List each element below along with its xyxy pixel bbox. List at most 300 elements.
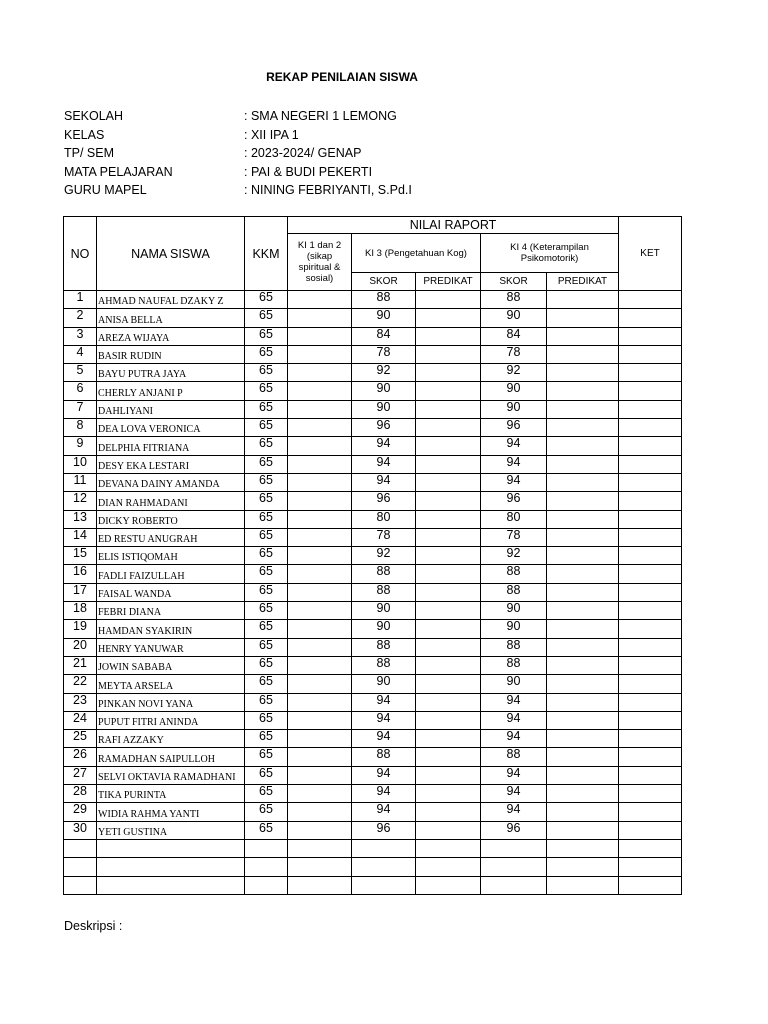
- row-ki3-predikat: [416, 766, 481, 784]
- row-ket: [619, 528, 682, 546]
- row-ket: [619, 766, 682, 784]
- row-ki12: [288, 583, 352, 601]
- empty-cell: [619, 839, 682, 857]
- row-ki3-predikat: [416, 638, 481, 656]
- row-ki4-predikat: [547, 364, 619, 382]
- table-row: [64, 419, 682, 437]
- row-ki4-skor: 88: [481, 748, 547, 766]
- row-ki3-predikat: [416, 455, 481, 473]
- row-ki4-skor: 88: [481, 565, 547, 583]
- row-ki3-predikat: [416, 693, 481, 711]
- info-label: KELAS: [64, 127, 105, 142]
- row-nama-siswa: HENRY YANUWAR: [97, 638, 245, 656]
- row-ki4-predikat: [547, 821, 619, 839]
- header-ki12: KI 1 dan 2 (sikap spiritual & sosial): [288, 234, 352, 291]
- row-ki4-skor: 94: [481, 711, 547, 729]
- row-ki3-skor: 94: [352, 437, 416, 455]
- empty-cell: [619, 876, 682, 894]
- row-ket: [619, 400, 682, 418]
- empty-cell: [416, 876, 481, 894]
- row-ki12: [288, 510, 352, 528]
- info-label: MATA PELAJARAN: [64, 164, 173, 179]
- row-nama-siswa: RAMADHAN SAIPULLOH: [97, 748, 245, 766]
- row-ket: [619, 437, 682, 455]
- info-row-mata-pelajaran: [64, 163, 684, 182]
- row-kkm: 65: [245, 345, 288, 363]
- row-ki12: [288, 638, 352, 656]
- row-ki12: [288, 748, 352, 766]
- row-ki12: [288, 400, 352, 418]
- row-no: 20: [64, 638, 97, 656]
- row-ki3-predikat: [416, 437, 481, 455]
- row-kkm: 65: [245, 730, 288, 748]
- row-kkm: 65: [245, 638, 288, 656]
- table-row: [64, 547, 682, 565]
- row-ki3-skor: 78: [352, 528, 416, 546]
- row-kkm: 65: [245, 620, 288, 638]
- row-ki12: [288, 437, 352, 455]
- row-ki12: [288, 620, 352, 638]
- row-no: 6: [64, 382, 97, 400]
- row-ki4-predikat: [547, 638, 619, 656]
- table-row: [64, 748, 682, 766]
- empty-cell: [64, 876, 97, 894]
- row-no: 7: [64, 400, 97, 418]
- row-ki3-predikat: [416, 730, 481, 748]
- row-kkm: 65: [245, 419, 288, 437]
- row-ki3-predikat: [416, 510, 481, 528]
- table-row: [64, 455, 682, 473]
- empty-cell: [288, 876, 352, 894]
- row-ki3-predikat: [416, 528, 481, 546]
- info-label: GURU MAPEL: [64, 183, 147, 197]
- row-ki3-predikat: [416, 821, 481, 839]
- row-ket: [619, 345, 682, 363]
- row-ki3-skor: 94: [352, 455, 416, 473]
- table-row: [64, 492, 682, 510]
- row-ki3-predikat: [416, 675, 481, 693]
- row-no: 18: [64, 602, 97, 620]
- empty-cell: [245, 839, 288, 857]
- table-row: [64, 528, 682, 546]
- row-ki4-predikat: [547, 675, 619, 693]
- row-ki4-skor: 96: [481, 419, 547, 437]
- row-ki3-predikat: [416, 309, 481, 327]
- row-ki4-predikat: [547, 528, 619, 546]
- row-kkm: 65: [245, 675, 288, 693]
- row-kkm: 65: [245, 602, 288, 620]
- row-ki12: [288, 602, 352, 620]
- row-nama-siswa: HAMDAN SYAKIRIN: [97, 620, 245, 638]
- row-ki4-predikat: [547, 382, 619, 400]
- row-ki3-predikat: [416, 583, 481, 601]
- row-ki3-skor: 94: [352, 785, 416, 803]
- row-no: 29: [64, 803, 97, 821]
- empty-cell: [352, 876, 416, 894]
- row-ki4-predikat: [547, 455, 619, 473]
- row-ki12: [288, 803, 352, 821]
- row-kkm: 65: [245, 785, 288, 803]
- row-nama-siswa: DELPHIA FITRIANA: [97, 437, 245, 455]
- row-ki4-skor: 94: [481, 473, 547, 491]
- row-ki4-skor: 90: [481, 602, 547, 620]
- row-ki3-predikat: [416, 620, 481, 638]
- row-ki4-predikat: [547, 400, 619, 418]
- row-ki3-skor: 80: [352, 510, 416, 528]
- row-no: 11: [64, 473, 97, 491]
- table-row: [64, 437, 682, 455]
- row-ket: [619, 510, 682, 528]
- empty-cell: [245, 876, 288, 894]
- row-no: 23: [64, 693, 97, 711]
- row-ki12: [288, 291, 352, 309]
- row-ki3-predikat: [416, 748, 481, 766]
- row-ket: [619, 547, 682, 565]
- row-ki4-predikat: [547, 492, 619, 510]
- row-ki3-skor: 94: [352, 693, 416, 711]
- header-nama-siswa: NAMA SISWA: [97, 217, 245, 291]
- row-ki12: [288, 364, 352, 382]
- row-ket: [619, 748, 682, 766]
- row-ki4-skor: 90: [481, 675, 547, 693]
- row-nama-siswa: JOWIN SABABA: [97, 656, 245, 674]
- row-ki3-skor: 78: [352, 345, 416, 363]
- row-ket: [619, 455, 682, 473]
- info-row-sekolah: [64, 107, 684, 126]
- row-kkm: 65: [245, 327, 288, 345]
- row-ket: [619, 693, 682, 711]
- row-ki4-skor: 94: [481, 693, 547, 711]
- row-kkm: 65: [245, 583, 288, 601]
- row-ki12: [288, 547, 352, 565]
- table-row: [64, 510, 682, 528]
- row-ki4-skor: 88: [481, 656, 547, 674]
- row-ki3-skor: 94: [352, 766, 416, 784]
- row-kkm: 65: [245, 382, 288, 400]
- empty-cell: [481, 858, 547, 876]
- row-ki4-skor: 94: [481, 803, 547, 821]
- row-ki3-predikat: [416, 400, 481, 418]
- row-nama-siswa: RAFI AZZAKY: [97, 730, 245, 748]
- row-ket: [619, 638, 682, 656]
- row-ki4-predikat: [547, 419, 619, 437]
- row-ki4-skor: 90: [481, 309, 547, 327]
- row-kkm: 65: [245, 364, 288, 382]
- row-no: 10: [64, 455, 97, 473]
- row-ki3-predikat: [416, 711, 481, 729]
- table-row: [64, 565, 682, 583]
- row-ki12: [288, 565, 352, 583]
- row-no: 16: [64, 565, 97, 583]
- row-nama-siswa: CHERLY ANJANI P: [97, 382, 245, 400]
- row-ki12: [288, 419, 352, 437]
- table-row: [64, 730, 682, 748]
- header-ki3-predikat: PREDIKAT: [416, 273, 481, 291]
- row-nama-siswa: FEBRI DIANA: [97, 602, 245, 620]
- row-no: 12: [64, 492, 97, 510]
- row-ki4-skor: 78: [481, 528, 547, 546]
- row-no: 27: [64, 766, 97, 784]
- row-kkm: 65: [245, 455, 288, 473]
- row-ki4-skor: 80: [481, 510, 547, 528]
- table-row: [64, 473, 682, 491]
- row-ki3-skor: 88: [352, 656, 416, 674]
- row-ki3-predikat: [416, 656, 481, 674]
- row-ket: [619, 327, 682, 345]
- row-ki3-skor: 90: [352, 400, 416, 418]
- row-ket: [619, 785, 682, 803]
- row-ki12: [288, 382, 352, 400]
- row-no: 2: [64, 309, 97, 327]
- row-no: 24: [64, 711, 97, 729]
- row-ki12: [288, 492, 352, 510]
- row-ki12: [288, 693, 352, 711]
- row-nama-siswa: ANISA BELLA: [97, 309, 245, 327]
- document-title: REKAP PENILAIAN SISWA: [266, 70, 418, 84]
- row-nama-siswa: DICKY ROBERTO: [97, 510, 245, 528]
- row-ki12: [288, 766, 352, 784]
- table-row: [64, 711, 682, 729]
- row-no: 9: [64, 437, 97, 455]
- row-nama-siswa: AHMAD NAUFAL DZAKY Z: [97, 291, 245, 309]
- table-row: [64, 327, 682, 345]
- row-ki4-skor: 88: [481, 291, 547, 309]
- row-ki4-predikat: [547, 345, 619, 363]
- row-ket: [619, 309, 682, 327]
- row-ki4-predikat: [547, 473, 619, 491]
- header-ki4: KI 4 (Keterampilan Psikomotorik): [481, 234, 619, 273]
- row-ki12: [288, 656, 352, 674]
- table-row: [64, 693, 682, 711]
- row-ki4-skor: 94: [481, 730, 547, 748]
- empty-cell: [547, 858, 619, 876]
- row-nama-siswa: MEYTA ARSELA: [97, 675, 245, 693]
- row-ki4-predikat: [547, 510, 619, 528]
- row-kkm: 65: [245, 821, 288, 839]
- row-no: 22: [64, 675, 97, 693]
- row-ki4-skor: 94: [481, 785, 547, 803]
- row-ki3-predikat: [416, 602, 481, 620]
- empty-cell: [245, 858, 288, 876]
- row-nama-siswa: PUPUT FITRI ANINDA: [97, 711, 245, 729]
- row-kkm: 65: [245, 547, 288, 565]
- row-ki3-skor: 90: [352, 602, 416, 620]
- table-row-empty: [64, 876, 682, 894]
- row-ki4-predikat: [547, 803, 619, 821]
- empty-cell: [97, 876, 245, 894]
- info-row-kelas: [64, 126, 684, 145]
- row-ki4-skor: 96: [481, 492, 547, 510]
- row-ket: [619, 730, 682, 748]
- row-ki3-skor: 92: [352, 364, 416, 382]
- row-nama-siswa: YETI GUSTINA: [97, 821, 245, 839]
- row-ki3-skor: 94: [352, 711, 416, 729]
- table-row: [64, 291, 682, 309]
- row-kkm: 65: [245, 656, 288, 674]
- row-ki12: [288, 473, 352, 491]
- row-ki12: [288, 785, 352, 803]
- row-ki4-skor: 90: [481, 400, 547, 418]
- row-ki3-skor: 90: [352, 382, 416, 400]
- row-ki4-predikat: [547, 656, 619, 674]
- row-ki4-skor: 94: [481, 437, 547, 455]
- header-nilai-raport: NILAI RAPORT: [288, 217, 619, 234]
- table-row: [64, 382, 682, 400]
- row-no: 1: [64, 291, 97, 309]
- info-label: SEKOLAH: [64, 109, 124, 123]
- table-row: [64, 583, 682, 601]
- row-kkm: 65: [245, 565, 288, 583]
- row-no: 4: [64, 345, 97, 363]
- empty-cell: [352, 858, 416, 876]
- row-ki4-predikat: [547, 565, 619, 583]
- row-nama-siswa: DIAN RAHMADANI: [97, 492, 245, 510]
- row-ki3-skor: 94: [352, 803, 416, 821]
- row-ki3-skor: 94: [352, 730, 416, 748]
- row-kkm: 65: [245, 766, 288, 784]
- row-ki4-predikat: [547, 748, 619, 766]
- row-ki3-skor: 88: [352, 291, 416, 309]
- row-ket: [619, 583, 682, 601]
- table-row: [64, 400, 682, 418]
- row-ki3-predikat: [416, 473, 481, 491]
- row-kkm: 65: [245, 748, 288, 766]
- row-no: 15: [64, 547, 97, 565]
- row-ket: [619, 656, 682, 674]
- row-ki3-skor: 94: [352, 473, 416, 491]
- row-nama-siswa: PINKAN NOVI YANA: [97, 693, 245, 711]
- info-value: : XII IPA 1: [244, 127, 299, 142]
- description-label: Deskripsi :: [64, 919, 123, 933]
- grades-table: [63, 216, 682, 895]
- row-ki4-skor: 90: [481, 382, 547, 400]
- row-no: 14: [64, 528, 97, 546]
- info-value: : NINING FEBRIYANTI, S.Pd.I: [244, 183, 412, 197]
- row-nama-siswa: BAYU PUTRA JAYA: [97, 364, 245, 382]
- row-ket: [619, 565, 682, 583]
- table-row-empty: [64, 858, 682, 876]
- table-row: [64, 821, 682, 839]
- row-kkm: 65: [245, 528, 288, 546]
- empty-cell: [97, 839, 245, 857]
- row-ki3-skor: 92: [352, 547, 416, 565]
- info-value: : PAI & BUDI PEKERTI: [244, 164, 373, 179]
- row-ki12: [288, 345, 352, 363]
- table-row: [64, 638, 682, 656]
- row-kkm: 65: [245, 711, 288, 729]
- row-ki4-predikat: [547, 583, 619, 601]
- row-kkm: 65: [245, 437, 288, 455]
- row-no: 26: [64, 748, 97, 766]
- row-ki4-predikat: [547, 711, 619, 729]
- empty-cell: [481, 876, 547, 894]
- row-no: 3: [64, 327, 97, 345]
- row-ki4-skor: 88: [481, 583, 547, 601]
- row-ki12: [288, 528, 352, 546]
- row-ki3-predikat: [416, 419, 481, 437]
- row-ki4-predikat: [547, 309, 619, 327]
- row-ki3-skor: 90: [352, 309, 416, 327]
- info-label: TP/ SEM: [64, 146, 115, 160]
- info-block: [64, 107, 684, 200]
- row-nama-siswa: ELIS ISTIQOMAH: [97, 547, 245, 565]
- row-nama-siswa: AREZA WIJAYA: [97, 327, 245, 345]
- table-row: [64, 785, 682, 803]
- row-ket: [619, 382, 682, 400]
- row-ki4-predikat: [547, 730, 619, 748]
- row-no: 30: [64, 821, 97, 839]
- row-no: 25: [64, 730, 97, 748]
- row-ki3-predikat: [416, 492, 481, 510]
- header-ket: KET: [619, 217, 682, 291]
- row-ki3-predikat: [416, 785, 481, 803]
- row-ki12: [288, 327, 352, 345]
- row-ket: [619, 675, 682, 693]
- row-nama-siswa: ED RESTU ANUGRAH: [97, 528, 245, 546]
- empty-cell: [547, 876, 619, 894]
- row-nama-siswa: BASIR RUDIN: [97, 345, 245, 363]
- empty-cell: [97, 858, 245, 876]
- row-ki4-predikat: [547, 602, 619, 620]
- row-no: 5: [64, 364, 97, 382]
- row-ket: [619, 291, 682, 309]
- row-ki4-predikat: [547, 437, 619, 455]
- row-ket: [619, 364, 682, 382]
- row-nama-siswa: DAHLIYANI: [97, 400, 245, 418]
- table-row: [64, 675, 682, 693]
- row-ki12: [288, 711, 352, 729]
- row-ki3-skor: 88: [352, 748, 416, 766]
- empty-cell: [416, 839, 481, 857]
- info-row-guru-mapel: [64, 181, 684, 200]
- row-ki3-skor: 88: [352, 583, 416, 601]
- row-ki4-skor: 94: [481, 766, 547, 784]
- row-kkm: 65: [245, 510, 288, 528]
- empty-cell: [481, 839, 547, 857]
- row-ki3-skor: 96: [352, 492, 416, 510]
- empty-cell: [352, 839, 416, 857]
- row-no: 17: [64, 583, 97, 601]
- row-ket: [619, 620, 682, 638]
- row-ki12: [288, 821, 352, 839]
- row-ki4-predikat: [547, 620, 619, 638]
- row-ki3-predikat: [416, 803, 481, 821]
- row-ki4-skor: 92: [481, 547, 547, 565]
- empty-cell: [64, 858, 97, 876]
- row-nama-siswa: WIDIA RAHMA YANTI: [97, 803, 245, 821]
- row-kkm: 65: [245, 473, 288, 491]
- row-ki3-skor: 96: [352, 419, 416, 437]
- row-ki3-predikat: [416, 327, 481, 345]
- row-no: 28: [64, 785, 97, 803]
- row-ki4-skor: 96: [481, 821, 547, 839]
- table-row: [64, 656, 682, 674]
- row-no: 19: [64, 620, 97, 638]
- row-ket: [619, 821, 682, 839]
- row-ket: [619, 711, 682, 729]
- empty-cell: [288, 858, 352, 876]
- table-row: [64, 364, 682, 382]
- empty-cell: [619, 858, 682, 876]
- row-no: 21: [64, 656, 97, 674]
- row-kkm: 65: [245, 492, 288, 510]
- row-ki4-skor: 88: [481, 638, 547, 656]
- row-ki4-skor: 94: [481, 455, 547, 473]
- row-no: 8: [64, 419, 97, 437]
- row-ki3-predikat: [416, 547, 481, 565]
- row-kkm: 65: [245, 400, 288, 418]
- header-ki4-predikat: PREDIKAT: [547, 273, 619, 291]
